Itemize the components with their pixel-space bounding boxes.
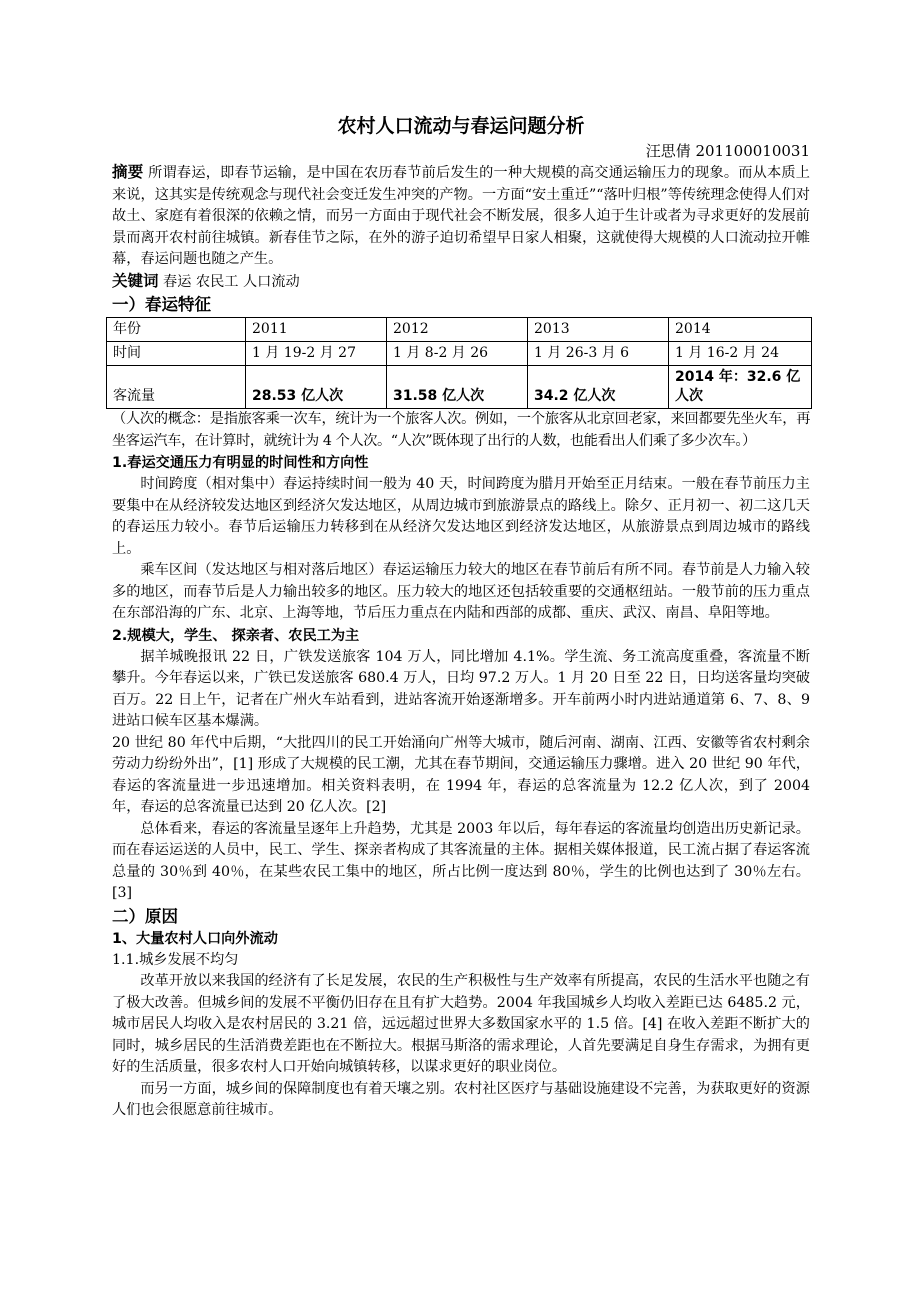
table-cell: 客流量	[107, 366, 246, 409]
spring-travel-table	[106, 317, 812, 409]
keywords	[112, 271, 810, 294]
paragraph: 改革开放以来我国的经济有了长足发展，农民的生产积极性与生产效率有所提高，农民的生活水平也随之有了极大改善。但城乡间的发展不平衡仍旧存在且有扩大趋势。2004 年我国城乡人均收入差距已达 6485.2 元，城市居民人均收入是农村居民的 3.21 倍，远远超过世界大多数国家水平的 1.5 倍。[4] 在收入差距不断扩大的同时，城乡居民的生活消费差距也在不断拉大。根据马斯洛的需求理论，人首先要满足自身生存需求，为拥有更好的生活质量，很多农村人口开始向城镇转移，以谋求更好的职业岗位。	[112, 973, 810, 1075]
document-page	[112, 112, 810, 1122]
table-cell: 34.2 亿人次	[528, 366, 669, 409]
keywords-text: 春运 农民工 人口流动	[163, 273, 300, 290]
table-cell: 2014 年：32.6 亿人次	[669, 366, 812, 409]
table-row	[107, 342, 812, 366]
table-cell: 2014	[669, 318, 812, 342]
paragraph: 据羊城晚报讯 22 日，广铁发送旅客 104 万人，同比增加 4.1%。学生流、务工流高度重叠，客流量不断攀升。今年春运以来，广铁已发送旅客 680.4 万人，日均 97.2 万人。1 月 20 日至 22 日，日均送客量均突破百万。22 日上午，记者在广州火车站看到，进站客流开始逐渐增多。开车前两小时内进站通道第 6、7、8、9 进站口候车区基本爆满。	[112, 648, 810, 729]
table-cell: 时间	[107, 342, 246, 366]
table-cell: 2011	[246, 318, 387, 342]
subheading-time-direction: 1.春运交通压力有明显的时间性和方向性	[112, 455, 369, 471]
table-cell: 2012	[387, 318, 528, 342]
keywords-label: 关键词	[112, 271, 159, 290]
section-heading-causes: 二）原因	[112, 906, 178, 926]
abstract	[112, 162, 810, 271]
paragraph: 乘车区间（发达地区与相对落后地区）春运运输压力较大的地区在春节前后有所不同。春节前是人力输入较多的地区，而春节后是人力输出较多的地区。压力较大的地区还包括较重要的交通枢纽站。一般节前的压力重点在东部沿海的广东、北京、上海等地，节后压力重点在内陆和西部的成都、重庆、武汉、南昌、阜阳等地。	[112, 562, 810, 621]
table-cell: 1 月 8-2 月 26	[387, 342, 528, 366]
paragraph: 20 世纪 80 年代中后期，“大批四川的民工开始涌向广州等大城市，随后河南、湖南、江西、安徽等省农村剩余劳动力纷纷外出”，[1] 形成了大规模的民工潮，尤其在春节期间，交通运输压力骤增。进入 20 世纪 90 年代，春运的客流量进一步迅速增加。相关资料表明，在 1994 年，春运的总客流量为 12.2 亿人次，到了 2004 年，春运的总客流量已达到 20 亿人次。[2]	[112, 734, 810, 815]
subheading-scale: 2.规模大，学生、 探亲者、农民工为主	[112, 627, 360, 644]
paragraph: 时间跨度（相对集中）春运持续时间一般为 40 天，时间跨度为腊月开始至正月结束。一般在春节前压力主要集中在从经济较发达地区到经济欠发达地区，从周边城市到旅游景点的路线上。除夕、正月初一、初二这几天的春运压力较小。春节后运输压力转移到在从经济欠发达地区到经济发达地区，从旅游景点到周边城市的路线上。	[112, 476, 810, 557]
document-title: 农村人口流动与春运问题分析	[337, 115, 585, 137]
section-heading-features: 一）春运特征	[112, 295, 211, 314]
person-trips-note: （人次的概念：是指旅客乘一次车，统计为一个旅客人次。例如，一个旅客从北京回老家，来回都要先坐火车，再坐客运汽车，在计算时，就统计为 4 个人次。“人次”既体现了出行的人数，也能看出人们乘了多少次车。）	[112, 411, 810, 449]
table-row	[107, 366, 812, 409]
abstract-label: 摘要	[112, 163, 144, 181]
table-cell: 年份	[107, 318, 246, 342]
author-line: 汪思倩 201100010031	[645, 142, 810, 160]
table-cell: 1 月 16-2 月 24	[669, 342, 812, 366]
table-cell: 31.58 亿人次	[387, 366, 528, 409]
abstract-text: 所谓春运，即春节运输，是中国在农历春节前后发生的一种大规模的高交通运输压力的现象。而从本质上来说，这其实是传统观念与现代社会变迁发生冲突的产物。一方面“安土重迁”“落叶归根”等传统理念使得人们对故土、家庭有着很深的依赖之情，而另一方面由于现代社会不断发展，很多人迫于生计或者为寻求更好的发展前景而离开农村前往城镇。新春佳节之际，在外的游子迫切希望早日家人相聚，这就使得大规模的人口流动拉开帷幕，春运问题也随之产生。	[112, 165, 810, 267]
table-cell: 2013	[528, 318, 669, 342]
table-cell: 1 月 26-3 月 6	[528, 342, 669, 366]
paragraph: 总体看来，春运的客流量呈逐年上升趋势，尤其是 2003 年以后，每年春运的客流量均创造出历史新记录。而在春运运送的人员中，民工、学生、探亲者构成了其客流量的主体。据相关媒体报道，民工流占据了春运客流总量的 30％到 40％，在某些农民工集中的地区，所占比例一度达到 80％，学生的比例也达到了 30％左右。[3]	[112, 820, 810, 901]
subheading-rural-outflow: 1、大量农村人口向外流动	[112, 930, 278, 947]
table-cell: 1 月 19-2 月 27	[246, 342, 387, 366]
subheading-urban-rural-imbalance: 1.1.城乡发展不均匀	[112, 951, 239, 968]
table-row	[107, 318, 812, 342]
paragraph: 而另一方面，城乡间的保障制度也有着天壤之别。农村社区医疗与基础设施建设不完善，为获取更好的资源人们也会很愿意前往城市。	[112, 1080, 810, 1118]
table-cell: 28.53 亿人次	[246, 366, 387, 409]
